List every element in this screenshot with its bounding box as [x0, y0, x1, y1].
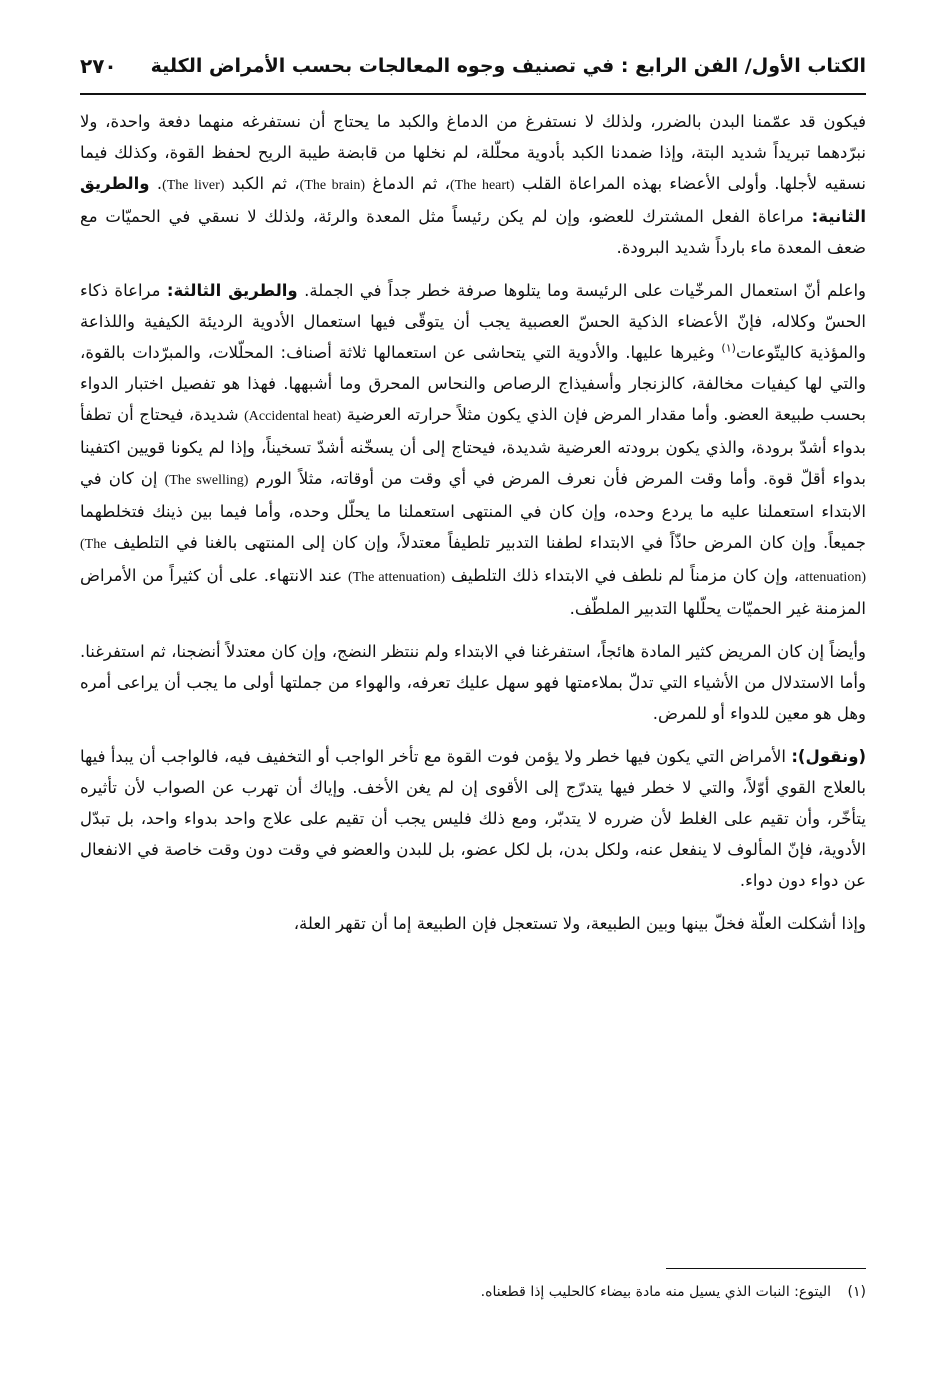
text-run: ، ثم الكبد [224, 174, 300, 193]
footnote-text: اليتوع: النبات الذي يسيل منه مادة بيضاء كالحليب إذا قطعناه. [480, 1284, 832, 1300]
footnote-mark: (١) [847, 1284, 866, 1300]
english-term: (The heart) [449, 178, 515, 193]
text-run: مراعاة ذكاء الحسّ وكلاله، فإنّ الأعضاء الذكية الحسّ العصبية يجب أن يتوقّى فيها استعمال الأدوية الرديئة الكيفية واللذاعة والمؤذية كاليتّوعات [80, 281, 866, 362]
paragraph [80, 741, 866, 896]
section-heading-inline: (ونقول): [791, 747, 866, 766]
text-run: واعلم أنّ استعمال المرخّيات على الرئيسة وما يتلوها صرفة خطر جداً في الجملة. [297, 281, 866, 300]
footnote-rule [666, 1268, 866, 1269]
footnote [80, 1280, 866, 1304]
section-heading-inline: والطريق الثانية: [80, 174, 866, 226]
paragraph [80, 106, 866, 263]
text-run: شديدة، فيحتاج أن تطفأ بدواء أشدّ برودة، والذي يكون برودته العرضية شديدة، فيحتاج إلى أن يسخّنه أشدّ تسخيناً، وإذا لم يكونا قويين اكتفينا بدواء أقلّ قوة. وأما وقت المرض فأن نعرف المرض في أي وقت من أوقاته، مثلاً الورم [80, 405, 867, 488]
text-run: الأمراض التي يكون فيها خطر ولا يؤمن فوت القوة مع تأخر الواجب أو التخفيف فيه، فالواجب أن يبدأ فيها بالعلاج القوي أوّلاً، والتي لا خطر فيها يتدرّج إلى الأقوى إن لم يغن الأخف. وإياك أن تهرب عن الصواب لأن تأثيره يتأخّر، وأن تقيم على الغلط لأن ضرره لا يتدبّر، ومع ذلك فليس يجب أن تقيم على علاج واحد بدواء واحد، بل تبدّل الأدوية، فإنّ المألوف لا ينفعل عنه، ولكل بدن، بل لكل عضو، بل للبدن والعضو في وقت دون وقت خاصة في الانفعال عن دواء دون دواء. [80, 747, 866, 890]
paragraph [80, 908, 866, 939]
text-run: إن كان في الابتداء استعملنا عليه ما يردع وحده، وإن كان في المنتهى استعملنا ما يحلّل وحده، وأما فيما بين ذينك فتخلطهما جميعاً. وإن كان المرض حاذّاً في الابتداء لطفنا التدبير تلطيفاً معتدلاً، وإن كان إلى المنتهى بالغنا في التلطيف [80, 469, 866, 552]
footnote-reference: (١) [721, 341, 736, 355]
paragraph [80, 275, 866, 624]
header-title: الكتاب الأول/ الفن الرابع : في تصنيف وجوه المعالجات بحسب الأمراض الكلية [150, 55, 866, 77]
text-run: وغيرها عليها. والأدوية التي يتحاشى عن استعمالها ثلاثة أصناف: المحلّلات، والمبرّدات بالقوة، والتي لها كيفيات مخالفة، كالزنجار وأسفيذاج الرصاص والنحاس المحرق وما أشبهها. فهذا هو تفصيل اختبار الدواء بحسب طبيعة العضو. وأما مقدار المرض فإن الذي يكون مثلاً حرارته العرضية [80, 343, 867, 424]
english-term: (The attenuation) [347, 570, 446, 585]
header-rule [80, 93, 866, 95]
text-run: وإذا أشكلت العلّة فخلّ بينها وبين الطبيعة، ولا تستعجل فإن الطبيعة إما أن تقهر العلة، [293, 914, 866, 933]
book-page [80, 30, 866, 1360]
paragraph [80, 636, 866, 729]
english-term: (The liver) [162, 178, 225, 193]
running-header [80, 44, 866, 88]
english-term: (The brain) [299, 178, 366, 193]
text-run: مراعاة الفعل المشترك للعضو، وإن لم يكن رئيساً مثل المعدة والرئة، ولذلك لا نسقي في الحميّات مع ضعف المعدة ماء بارداً شديد البرودة. [80, 207, 866, 257]
text-run: فيكون قد عمّمنا البدن بالضرر، ولذلك لا نستفرغ من الدماغ والكبد ما يحتاج أن نستفرغه منهما دفعة واحدة، ولا نبرّدهما تبريداً شديد البتة، وإذا ضمدنا الكبد بأدوية محلّلة، لم نخلها من قابضة طيبة الريح لحفظ القوة، وكذلك فيما نسقيه لأجلها. وأولى الأعضاء بهذه المراعاة القلب [80, 112, 867, 193]
text-run: . [149, 174, 163, 193]
english-term: (The attenuation) [80, 537, 866, 585]
english-term: (The swelling) [164, 473, 249, 488]
text-run: وأيضاً إن كان المريض كثير المادة هائجاً، استفرغنا في الابتداء ولم ننتظر النضج، وإن كان معتدلاً أنضجنا، ثم استفرغنا. وأما الاستدلال من الأشياء التي تدلّ بملاءمتها فهو سهل عليك تعرفه، والهواء من جملتها أولى ما يجب أن يراعى أمره وهل هو معين للدواء أو للمرض. [80, 642, 866, 723]
main-text [80, 106, 866, 951]
section-heading-inline: والطريق الثالثة: [166, 281, 298, 300]
text-run: ، ثم الدماغ [365, 174, 450, 193]
text-run: ، وإن كان مزمناً لم نلطف في الابتداء ذلك التلطيف [445, 566, 800, 585]
english-term: (Accidental heat) [244, 409, 342, 424]
page-number: ٢٧٠ [80, 54, 117, 78]
text-run: عند الانتهاء. على أن كثيراً من الأمراض المزمنة غير الحميّات يحلّلها التدبير الملطّف. [80, 566, 866, 618]
